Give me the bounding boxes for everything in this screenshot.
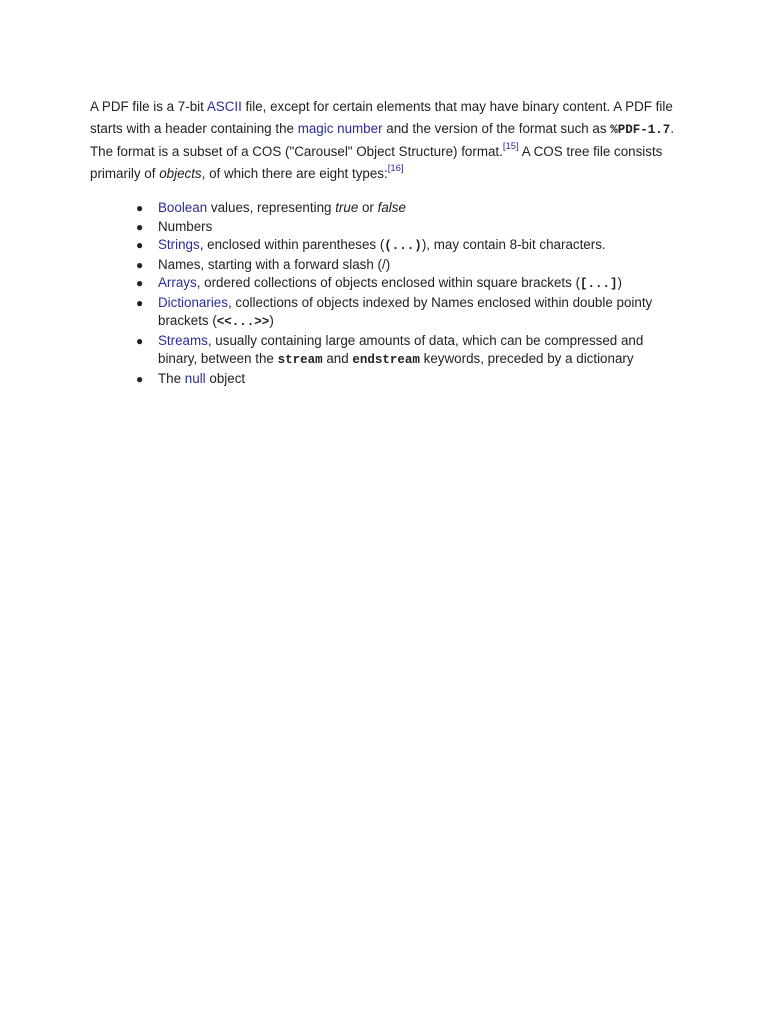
link-boolean[interactable]: Boolean (158, 200, 208, 215)
item-text: , ordered collections of objects enclosed within square brackets ( (196, 275, 581, 290)
item-text: , collections of objects indexed by Names enclosed within double pointy brackets ( (158, 294, 653, 328)
intro-text: A PDF file is a 7-bit (90, 99, 207, 114)
list-item-names (136, 256, 680, 275)
code-pdf-header: %PDF-1.7 (610, 123, 671, 137)
bullet-icon: ● (136, 371, 144, 386)
item-text: ), may contain 8-bit characters. (421, 237, 606, 252)
item-text: ) (617, 275, 623, 290)
link-streams[interactable]: Streams (158, 332, 208, 348)
item-text: , usually containing large amounts of data, which can be compressed and binary, between the (158, 332, 644, 366)
code-stream: stream (277, 353, 323, 367)
intro-text: and the version of the format such as (382, 121, 611, 136)
article-content (90, 96, 680, 388)
emphasis-true: true (335, 200, 359, 215)
reference-16 (388, 163, 404, 174)
emphasis-false: false (377, 200, 406, 215)
item-text: and (322, 351, 353, 366)
item-text: values, representing (207, 200, 336, 215)
list-item-strings (136, 236, 680, 256)
bullet-icon: ● (136, 238, 144, 252)
code-double-brackets: <<...>> (216, 315, 270, 329)
reference-16-link[interactable]: [16] (387, 163, 404, 174)
item-text: or (358, 200, 378, 215)
code-parentheses: (...) (384, 239, 422, 253)
link-ascii[interactable]: ASCII (206, 99, 242, 114)
list-item-numbers (136, 218, 680, 237)
code-brackets: [...] (580, 277, 618, 291)
link-arrays[interactable]: Arrays (158, 275, 197, 290)
intro-text: . The format is a subset of a COS ("Carousel" Object Structure) format. (90, 121, 675, 159)
link-magic-number[interactable]: magic number (297, 121, 383, 136)
bullet-icon: ● (136, 219, 144, 234)
intro-text: A COS tree file consists primarily of (90, 144, 663, 181)
reference-15 (503, 141, 519, 152)
bullet-icon: ● (136, 257, 144, 272)
bullet-icon: ● (136, 333, 144, 348)
bullet-icon: ● (136, 201, 144, 215)
intro-paragraph (90, 96, 680, 185)
item-text: The (158, 370, 185, 386)
list-item-streams (136, 332, 680, 370)
list-item-boolean (136, 199, 680, 218)
link-null[interactable]: null (184, 370, 206, 386)
item-text: ) (269, 313, 274, 328)
link-strings[interactable]: Strings (158, 237, 200, 252)
item-text: object (205, 370, 246, 386)
item-text: Numbers (158, 218, 213, 234)
list-item-dictionaries (136, 294, 680, 332)
intro-text: , of which there are eight types: (201, 166, 388, 181)
link-dictionaries[interactable]: Dictionaries (158, 294, 228, 310)
bullet-icon: ● (136, 295, 144, 310)
emphasis-objects: objects (159, 166, 202, 181)
bullet-icon: ● (136, 276, 144, 290)
item-text: keywords, preceded by a dictionary (419, 351, 634, 366)
item-text: , enclosed within parentheses ( (199, 237, 385, 252)
intro-text: file, except for certain elements that may have binary content. A PDF file starts with a header containing the (90, 99, 673, 136)
list-item-arrays (136, 274, 680, 294)
object-types-list (90, 199, 680, 388)
list-item-null (136, 370, 680, 389)
item-text: Names, starting with a forward slash (/) (158, 256, 391, 272)
code-endstream: endstream (352, 353, 420, 367)
reference-15-link[interactable]: [15] (502, 141, 519, 152)
